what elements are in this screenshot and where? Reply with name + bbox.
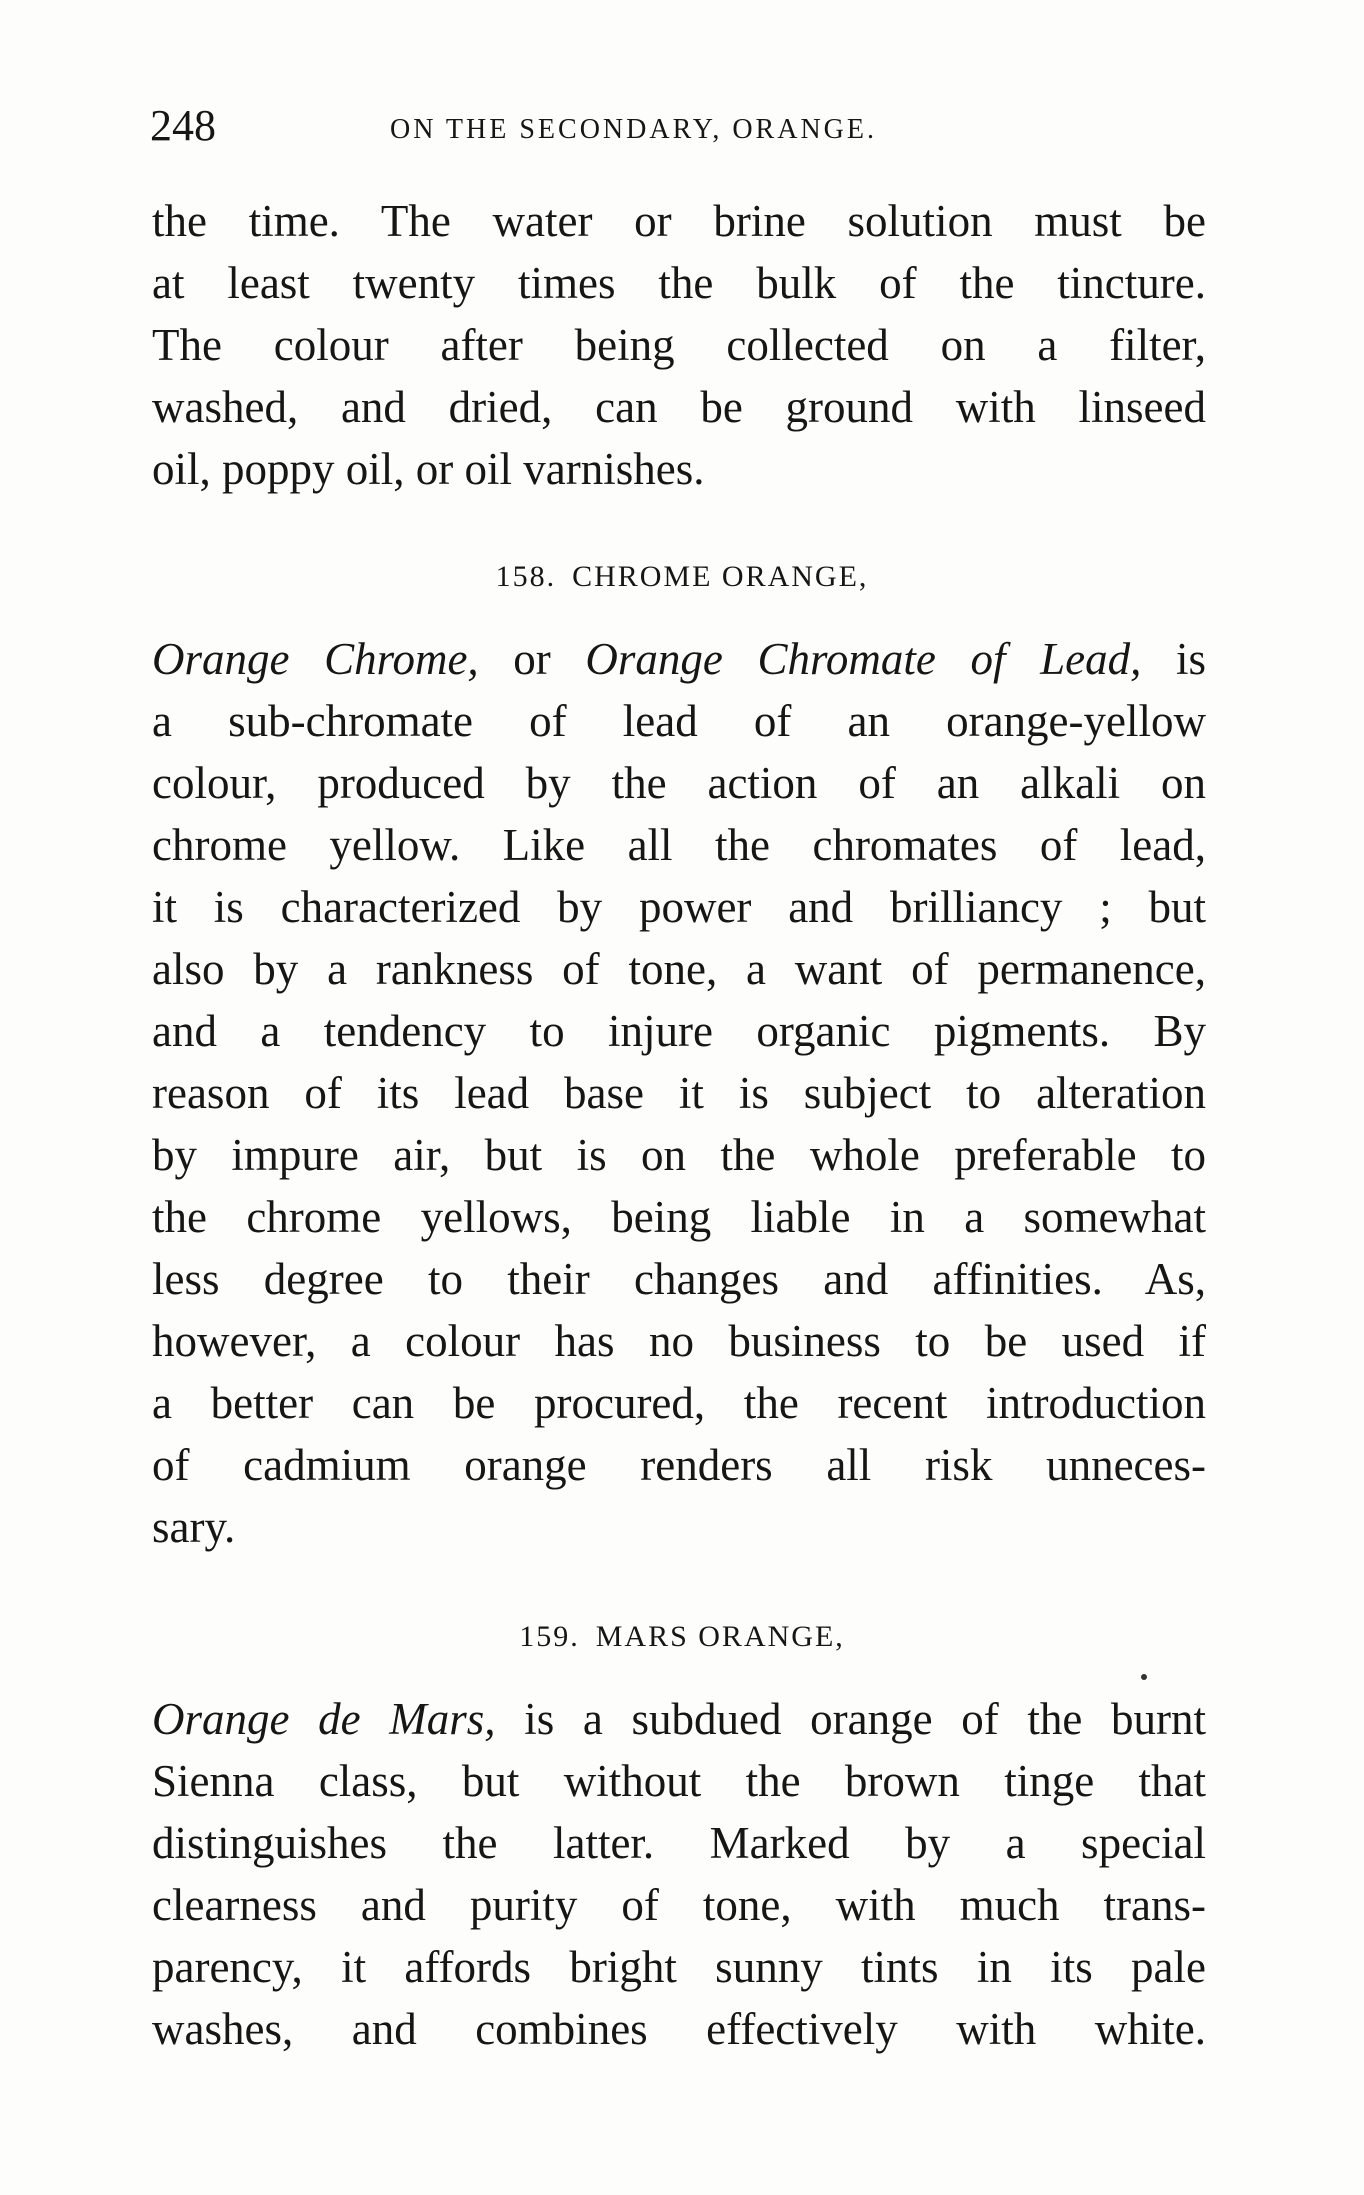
section-title: MARS ORANGE, — [595, 1620, 845, 1653]
section-158-line: it is characterized by power and brilliancy ; but — [152, 882, 1206, 932]
line-text: is a subdued orange of the burnt — [495, 1694, 1207, 1744]
section-158-line: of cadmium orange renders all risk unneces- — [152, 1440, 1206, 1490]
italic-term: Orange Chromate of Lead, — [585, 634, 1142, 684]
italic-term: Orange de Mars, — [152, 1694, 496, 1744]
intro-line: at least twenty times the bulk of the tincture. — [152, 258, 1206, 308]
section-158-line: a better can be procured, the recent introduction — [152, 1378, 1206, 1428]
section-number: 159. — [519, 1620, 580, 1653]
section-158-line: chrome yellow. Like all the chromates of lead, — [152, 820, 1206, 870]
section-158-line: less degree to their changes and affinities. As, — [152, 1254, 1206, 1304]
intro-line: the time. The water or brine solution must be — [152, 196, 1206, 246]
section-158-line: colour, produced by the action of an alkali on — [152, 758, 1206, 808]
section-158-first-line — [152, 628, 1206, 690]
section-158-line: however, a colour has no business to be used if — [152, 1316, 1206, 1366]
intro-line: The colour after being collected on a filter, — [152, 320, 1206, 370]
section-159-line: distinguishes the latter. Marked by a special — [152, 1818, 1206, 1868]
intro-line: oil, poppy oil, or oil varnishes. — [152, 444, 705, 494]
page-number: 248 — [150, 101, 216, 150]
section-159-first-line — [152, 1688, 1206, 1750]
section-159-line: Sienna class, but without the brown tinge that — [152, 1756, 1206, 1806]
section-158-line: reason of its lead base it is subject to alteration — [152, 1068, 1206, 1118]
section-158-line: by impure air, but is on the whole preferable to — [152, 1130, 1206, 1180]
section-title: CHROME ORANGE, — [572, 560, 869, 593]
section-158-line: also by a rankness of tone, a want of permanence, — [152, 944, 1206, 994]
section-158-line: sary. — [152, 1502, 236, 1552]
running-title: ON THE SECONDARY, ORANGE. — [390, 114, 878, 145]
ink-speck — [1141, 1674, 1147, 1680]
italic-term: Orange Chrome, — [152, 634, 479, 684]
line-text: is — [1141, 634, 1206, 684]
section-number: 158. — [495, 560, 557, 593]
section-159-line: washes, and combines effectively with white. — [152, 2004, 1206, 2054]
section-159-line: clearness and purity of tone, with much trans- — [152, 1880, 1206, 1930]
line-text: or — [478, 634, 586, 684]
page-header — [150, 96, 1210, 156]
intro-line: washed, and dried, can be ground with linseed — [152, 382, 1206, 432]
section-heading-158 — [0, 552, 1364, 602]
section-heading-159 — [0, 1612, 1364, 1662]
section-158-line: a sub-chromate of lead of an orange-yellow — [152, 696, 1206, 746]
section-158-line: and a tendency to injure organic pigments. By — [152, 1006, 1206, 1056]
section-158-line: the chrome yellows, being liable in a somewhat — [152, 1192, 1206, 1242]
section-159-line: parency, it affords bright sunny tints in its pale — [152, 1942, 1206, 1992]
